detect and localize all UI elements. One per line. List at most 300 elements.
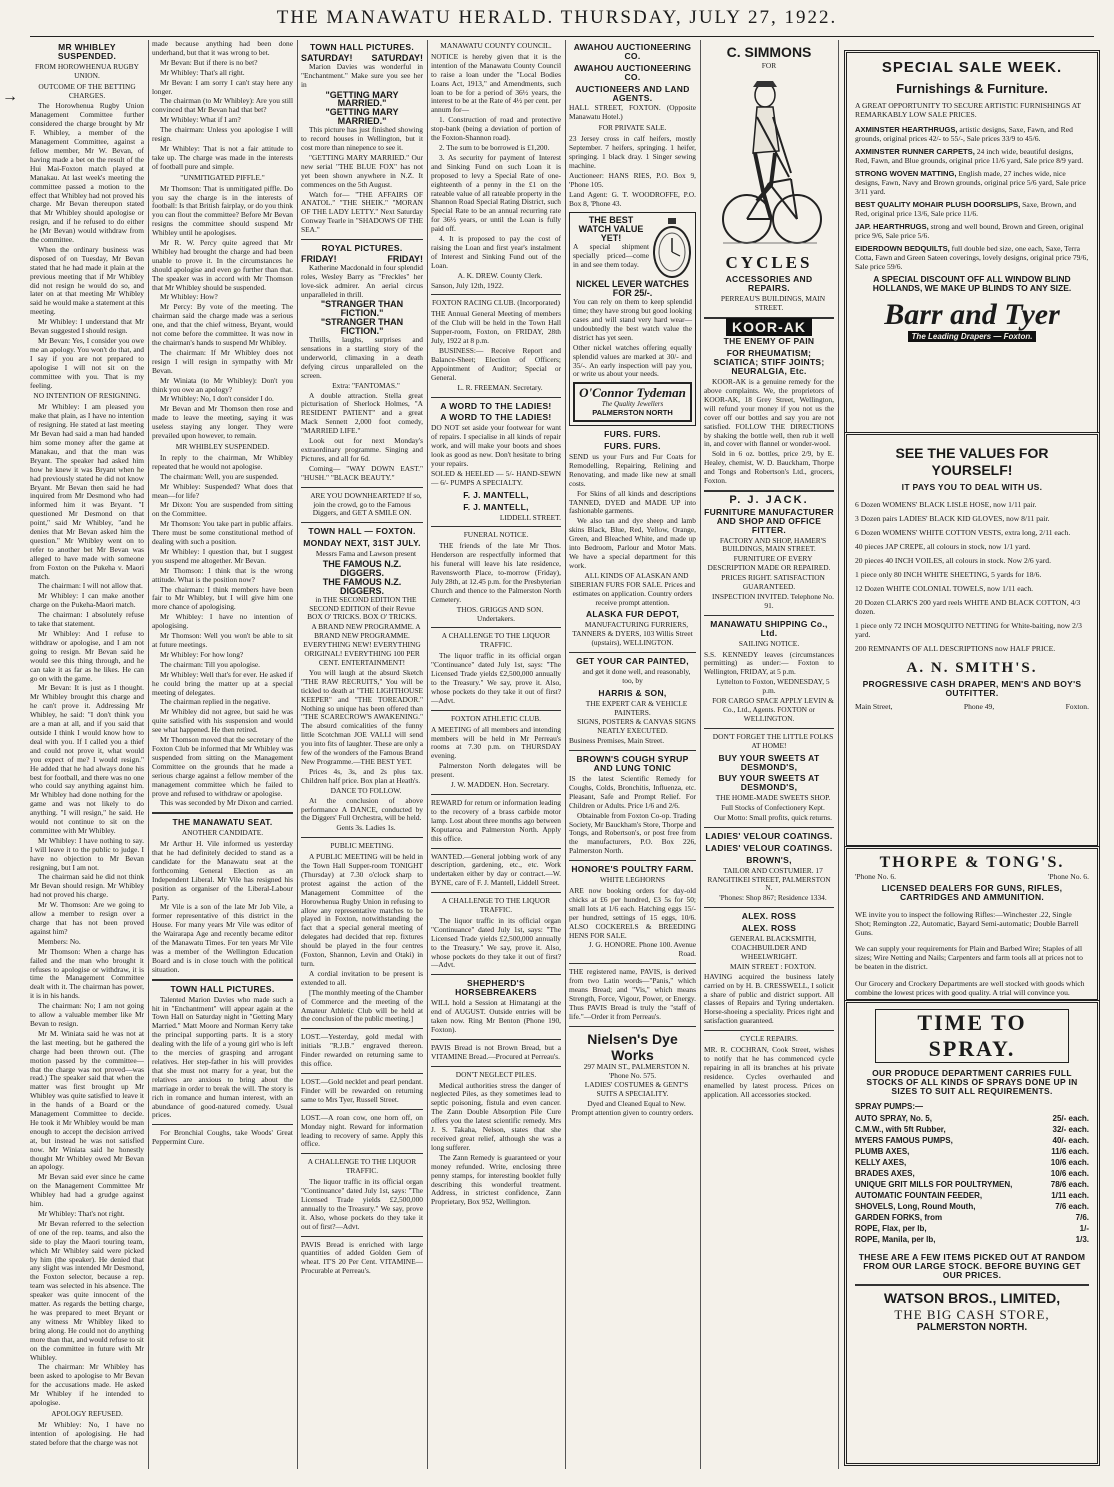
price-item: C.M.W., with 5ft Rubber, [855, 1125, 946, 1134]
ad-note: THESE ARE A FEW ITEMS PICKED OUT AT RANDOM FROM OUR LARGE STOCK. BEFORE BUYING GET OUR PRICES. [858, 1252, 1086, 1280]
address: PERREAU'S BUILDINGS, MAIN STREET. [720, 293, 826, 312]
headline: FURS. FURS. [604, 429, 661, 440]
paragraph: SOLED & HEELED — 5/- HAND-SEWN — 6/- PUMPS A SPECIALTY. [431, 468, 561, 487]
classified: THE registered name, PAVIS, is derived from two Latin words—"Panis," which means Bread; and "Vis," which means Strength, Force, Vigour, Power, or Energy. Thus PAVIS Bread is truly the "staff of life."—Order it from Perreau's. [569, 967, 696, 1021]
paragraph: ARE YOU DOWNHEARTED? If so, join the crowd, go to the Famous Diggers, and GET A SMILE ON. [310, 490, 422, 518]
subheading: A CHALLENGE TO THE LIQUOR TRAFFIC. [441, 631, 551, 650]
price-row [855, 1179, 1089, 1190]
paragraph: The chairman: I absolutely refuse to take that statement. [30, 610, 144, 629]
paragraph: S.S. KENNEDY leaves (circumstances permitting) as under:— Foxton to Wellington, FRIDAY, at 5 p.m. [704, 649, 834, 677]
subheading: FUNERAL NOTICE. [463, 530, 529, 540]
paragraph: PRICES RIGHT. SATISFACTION GUARANTEED. [721, 573, 825, 592]
price-value: 1/11 each. [1051, 1191, 1089, 1200]
divider [152, 979, 293, 981]
address: LIDDELL STREET. [499, 512, 561, 522]
headline: BROWN'S COUGH SYRUP AND LUNG TONIC [576, 754, 689, 774]
price-item: GARDEN FORKS, from [855, 1213, 943, 1222]
paragraph: Mr Thomson: You take part in public affairs. There must be some constitutional method of dealing with such a position. [152, 519, 293, 547]
cycles-title: CYCLES [725, 252, 813, 272]
paragraph: Mr R. W. Percy quite agreed that Mr Whibley had brought the charge and had been unable to prove it. In the circumstances he should apologise and even go further than that. The speaker was in accord with Mr Thomson that Mr Whibley should be suspended. [152, 238, 293, 292]
divider [301, 1109, 423, 1110]
paragraph: Mr Thomson: Well you won't be able to sit at future meetings. [152, 631, 293, 649]
paragraph: The chairman replied in the negative. [160, 697, 271, 707]
divider [301, 1236, 423, 1237]
subheading: APOLOGY REFUSED. [51, 1408, 123, 1418]
headline: SHEPHERD'S HORSEBREAKERS [455, 978, 537, 998]
paragraph: KOOR-AK is a genuine remedy for the above complaints. We, the proprietors of KOOR-AK, 18 Grey Street, Wellington, will refund your money if you not us the cover off our bottles and say you are not satisfied. FOLLOW THE DIRECTIONS by shaking the bottle well, then rub it well in, and cover with flannel or wonder-wool. [704, 377, 834, 449]
price-row [855, 1223, 1089, 1234]
divider [431, 892, 561, 893]
paragraph: Mr Whibley: I am pleased you make that plain, as I have no intention of resigning. He stated at last meeting Mr Bevan had said a man had handed him some money after the game at Manakau, and that the man was Bryant. The speaker had asked him how he knew it was Bryant when he had previously stated he did not know Bryant. Mr Bevan then said he had inquired from Mr Desmond who had informed him it was Bryant. "I questioned Mr Desmond on that point," said Mr Whibley, "and he denies that Mr Bevan asked him the question." Mr Whibley went on to refer to another bet Mr Bevan was alleged to have made with someone from Foxton on the Pukeha v. Maori match. [30, 402, 144, 581]
divider [301, 1153, 423, 1154]
address: HALL STREET, FOXTON. (Opposite Manawatu Hotel.) [569, 103, 696, 122]
paragraph: The chairman: Mr Whibley has been asked to apologise to Mr Bevan for the accusations made. He asked Mr Whibley if he intended to apologise. [30, 1362, 144, 1408]
oconnor-tydeman-logo [573, 382, 692, 422]
sale-item-name: EIDERDOWN BEDQUILTS, [855, 244, 950, 253]
price-value: 7/6 each. [1055, 1202, 1089, 1211]
paragraph: THE EXPERT CAR & VEHICLE PAINTERS. [585, 698, 688, 717]
subheading: DON'T NEGLECT PILES. [455, 1069, 537, 1079]
divider [431, 848, 561, 849]
sale-item [855, 222, 1089, 240]
paragraph: Mr Arthur H. Vile informed us yesterday that he had definitely decided to stand as a candidate for the Manawatu seat at the forthcoming General Election as an Independent Liberal. Mr Vile has resigned his position as organiser of the Liberal-Labour Party. [152, 839, 293, 902]
headline: ALEX. ROSS [741, 923, 797, 934]
paragraph: Members: No. [38, 936, 81, 946]
paragraph: A double attraction. Stella great picturisation of Sherlock Holmes, "A RESIDENT PATIENT" and a great Mack Sennett 2,000 foot comedy, "MARRIED LIFE." [301, 390, 423, 436]
headline: A WORD TO THE LADIES! [440, 412, 552, 423]
headline: LADIES' VELOUR COATINGS. [705, 830, 833, 841]
divider [704, 827, 834, 828]
paragraph: Mr Whibley: And I refuse to withdraw or apologise, and I am not going to resign. Mr Bevan said he would see this thing through, and he can take it as far as he likes. He can go on with the game. [30, 629, 144, 683]
headline: F. J. MANTELL, [463, 501, 529, 512]
headline: FOR RHEUMATISM; SCIATICA; STIFF JOINTS; NEURALGIA, Etc. [713, 348, 825, 377]
paragraph: Mr Thomson: I think that is the wrong attitude. What is the position now? [152, 565, 293, 584]
price-item: MYERS FAMOUS PUMPS, [855, 1136, 953, 1145]
paragraph: We also tan and dye sheep and lamb skins Black, Blue, Red, Yellow, Orange, Green, and Bleached White, and made up into Bedroom, Parlour and Motor Mats. We have a special department for this work. [569, 516, 696, 570]
paragraph: A GREAT OPPORTUNITY TO SECURE ARTISTIC FURNISHINGS AT REMARKABLY LOW SALE PRICES. [855, 101, 1081, 119]
act-title: THE FAMOUS N.Z. DIGGERS. [322, 559, 402, 578]
paragraph: The chairman (to Mr Whibley): Are you still convinced that Mr Bevan had that bet? [152, 96, 293, 115]
paragraph: INSPECTION INVITED. Telephone No. 91. [712, 592, 834, 610]
divider [301, 487, 423, 488]
divider [704, 1030, 834, 1031]
act-title: THE FAMOUS N.Z. DIGGERS. [322, 576, 402, 596]
price-item: ROPE, Manila, per lb, [855, 1235, 936, 1244]
ad-note: A SPECIAL DISCOUNT OFF ALL WINDOW BLIND HOLLANDS, WE MAKE UP BLINDS TO ANY SIZE. [872, 274, 1072, 293]
paragraph: 1. Construction of road and protective stop-bank (being a deviation of portion of the Foxton-Shannon road). [431, 115, 561, 143]
column-rule [838, 40, 839, 1469]
koorak-logo [704, 318, 834, 335]
divider [569, 963, 696, 964]
cyclist-illustration [713, 73, 825, 251]
ad-subheadline: IT PAYS YOU TO DEAL WITH US. [901, 482, 1043, 492]
headline: ROYAL PICTURES. [321, 243, 403, 254]
headline: THE ENEMY OF PAIN [723, 336, 815, 347]
ad-subheadline: LICENSED DEALERS FOR GUNS, RIFLES, CARTRIDGES AND AMMUNITION. [881, 883, 1063, 902]
simmons-title: C. SIMMONS [726, 44, 812, 60]
subheading: NO INTENTION OF RESIGNING. [33, 391, 141, 401]
price-row [855, 1124, 1089, 1135]
film-title: "GETTING MARY MARRIED." [325, 89, 399, 109]
headline: AUCTIONEERS AND LAND AGENTS. [575, 83, 690, 103]
paragraph: GENERAL BLACKSMITH, COACHBUILDER AND WHEELWRIGHT. [730, 934, 816, 961]
paragraph: Mr Whibley: That's all right. [160, 67, 245, 77]
koorak-wordmark: KOOR-AK [726, 318, 812, 336]
divider [301, 522, 423, 523]
paragraph: Mr Bevan and Mr Thomson then rose and made to leave the meeting, saying it was useless staying any longer. They were prevailed upon however, to remain. [152, 404, 293, 441]
paragraph: Mr Whibley: I can make another charge on the Pukeha-Maori match. [30, 591, 144, 610]
address: 297 MAIN ST., PALMERSTON N. 'Phone No. 575. [583, 1061, 690, 1080]
sale-item-detail: artistic designs, Saxe, Fawn, and Red grounds, original prices 42/- to 55/-, Sale prices 33/9 to 45/6. [855, 125, 1073, 143]
divider [704, 615, 834, 616]
paragraph: 'Phones: Shop 867; Residence 1334. [719, 893, 827, 903]
column-rule [565, 40, 566, 1469]
paragraph: BUSINESS:— Receive Report and Balance-Sheet; Election of Officers; Appointment of Auditor; Special or General. [431, 346, 561, 382]
headline: A WORD TO THE LADIES! [440, 400, 552, 411]
sale-item [855, 125, 1089, 143]
column-2 [152, 40, 293, 1469]
paragraph: Katherine Macdonald in four splendid roles, Wesley Barry as "Freckles" her love-sick admirer. An aerial circus unparalleled in thrill. [301, 262, 423, 299]
price-item: AUTOMATIC FOUNTAIN FEEDER, [855, 1191, 983, 1200]
price-value: 1/3. [1075, 1235, 1089, 1244]
value-item: 3 Dozen pairs LADIES' BLACK KID GLOVES, now 8/11 pair. [855, 514, 1050, 523]
paragraph: Mr Vile is a son of the late Mr Job Vile, a former representative of this district in the House. For many years Mr Vile was editor of the Wairarapa Age and recently became editor of the Manawatu Times. For ten years Mr Vile was a member of the Wellington Education Board and is in close touch with the political situation. [152, 902, 293, 974]
headline: LADIES' VELOUR COATINGS. [705, 842, 833, 853]
ad-day: SATURDAY! [371, 52, 423, 63]
paragraph: The Horowhenua Rugby Union Management Committee further considered the charge brought by Mr F. Whibley, a member of the Management Committee, against a fellow member, Mr W. Bevan, of having made a bet on the result of the Hui Mai-Foxton match played at Manakau. At last week's meeting the committee passed a motion to the effect that Whibley had not proved his charge. Mr Bevan thereupon stated that Mr Whibley should apologise or resign, and if he refused to do either he (Mr Bevan) would withdraw from the committee. [30, 101, 144, 245]
dateline: Sanson, July 12th, 1922. [431, 280, 504, 290]
paragraph: Mr Whibley: That is not a fair attitude to take up. The charge was made in the interests of football pure and simple. [152, 143, 293, 171]
address-town: Foxton. [1065, 702, 1089, 711]
phone-right: 'Phone No. 6. [1047, 872, 1089, 881]
headline: BUY YOUR SWEETS AT DESMOND'S, [718, 752, 820, 772]
price-item: AUTO SPRAY, No. 5, [855, 1114, 932, 1123]
value-item: 12 Dozen WHITE COLONIAL TOWELS, now 1/11 each. [855, 584, 1034, 593]
value-item-list [855, 500, 1089, 653]
paragraph: Mr Whibley: How? [160, 292, 218, 302]
paragraph: 3. As security for payment of Interest and Sinking Fund on such Loan it is proposed to levy a Special Rate of one-eighteenth of a penny in the £1 on the rateable value of all rateable property in the Shannon Road Special Rating District, such Special Rate to be an annual recurring rate for 36½ years, or until the Loan is fully paid off. [431, 152, 561, 234]
paragraph: Extra: "FANTOMAS." [332, 380, 400, 390]
sale-item [855, 147, 1089, 165]
ad-headline: WATSON BROS., LIMITED, [883, 1290, 1061, 1306]
paragraph: 23 Jersey cross in calf heifers, mostly September. 7 heifers, springing. 1 heifer, springing. 1 black dray. 1 Singer sewing machine. [569, 134, 696, 170]
paragraph: SEND us your Furs and Fur Coats for Remodelling, Repairing, Relining and Renovating, and made like new at small costs. [569, 452, 696, 488]
paragraph: FOR CARGO SPACE APPLY LEVIN & Co., Ltd., Agents. FOXTON or WELLINGTON. [712, 696, 834, 723]
divider [855, 1284, 1089, 1286]
price-item: SHOVELS, Long, Round Mouth, [855, 1202, 976, 1211]
sale-item [855, 244, 1089, 271]
sale-item-name: AXMINSTER HEARTHRUGS, [855, 125, 958, 134]
subheading: CYCLE REPAIRS. [740, 1034, 798, 1044]
divider [704, 490, 834, 492]
divider [152, 812, 293, 814]
paragraph: The Zann Remedy is guaranteed or your money refunded. Write, enclosing three penny stamps, for interesting booklet fully describing this wonderful treatment. Address, in strictest confidence, Zann Proprietary, Box 952, Wellington. [431, 1152, 561, 1207]
barr-tyer-sale-advert [844, 50, 1100, 436]
divider [301, 837, 423, 838]
scan-arrow-icon: → [2, 88, 18, 105]
paragraph: Mr Thomson moved that the secretary of the Foxton Club be informed that Mr Whibley was suspended from sitting on the Management Committee on the grounds that he made a serious charge against a fellow member of the management committee which he failed to prove and refused to withdraw or apologise. [152, 735, 293, 798]
column-5 [569, 40, 696, 1469]
ad-day: FRIDAY! [301, 253, 337, 264]
paragraph: Mr Dixon: You are suspended from sitting on the Committee. [152, 500, 293, 519]
divider [152, 1124, 293, 1125]
paragraph: In reply to the chairman, Mr Whibley repeated that he would not apologise. [152, 452, 293, 471]
sale-item-detail: Saxe, Brown, and Red, original price 13/6, Sale price 11/6. [855, 200, 1077, 218]
paragraph: The chairman: If Mr Whibley does not resign I will resign in sympathy with Mr Bevan. [152, 347, 293, 375]
price-item: BRADES AXES, [855, 1169, 915, 1178]
paragraph: The chairman: Till you apologise. [160, 659, 260, 669]
paragraph: Palmerston North delegates will be present. [431, 761, 561, 780]
divider [431, 1066, 561, 1067]
price-value: 25/- each. [1052, 1114, 1089, 1123]
headline: ALASKA FUR DEPOT, [585, 609, 680, 620]
paragraph: At the conclusion of above performance A DANCE, conducted by the Diggers' Full Orchestra, will be held. [301, 795, 423, 823]
value-item: 20 Dozen CLARK'S 200 yard reels WHITE AND BLACK COTTON, 4/3 dozen. [855, 598, 1081, 616]
paragraph: The chairman: No; I am not going to allow a valuable member like Mr Bevan to resign. [30, 1001, 144, 1028]
price-item: PLUMB AXES, [855, 1147, 910, 1156]
price-row [855, 1157, 1089, 1168]
headline: MONDAY NEXT, 31ST JULY. [303, 538, 421, 549]
sale-item-detail: full double bed size, one each, Saxe, Terra Cotta, Fawn and Green Sateen coverings, lovely designs, original price 79/6, Sale price 59/6. [855, 244, 1089, 271]
divider [704, 728, 834, 729]
paragraph: LADIES' COSTUMES & GENT'S SUITS A SPECIALITY. [584, 1080, 689, 1099]
barr-tyer-tagline: The Leading Drapers — Foxton. [908, 331, 1037, 342]
classified: PAVIS Bread is not Brown Bread, but a VITAMINE Bread.—Procured at Perreau's. [431, 1042, 561, 1061]
paragraph: A MEETING of all members and intending members will be held in Mr Perreau's rooms at 7.30 p.m. on THURSDAY evening. [431, 724, 561, 761]
headline: GET YOUR CAR PAINTED, [576, 656, 689, 667]
ad-headline: SEE THE VALUES FOR YOURSELF! [895, 445, 1049, 478]
paragraph: Talented Marion Davies who made such a hit in "Enchantment" will appear again at the Town Hall on Saturday night in "Getting Mary Married." Matt Moore and Norman Kerry take the principal supporting parts. It is a story dealing with the life of a young girl who is left to the mercies of grasping and arrogant relatives. Her step-father in his will provides that she must not marry for a year, but the relatives are anxious to bring about the marriage in order to break the will. The story is rich in romance and human interest, with an abundance of good-natured comedy. Usual prices. [152, 994, 293, 1120]
paragraph: You can rely on them to keep splendid time; they have strong but good looking cases and will stand very hard wear—undoubtedly the best watch value the district has yet seen. [573, 297, 692, 342]
paragraph: Our Grocery and Crockery Departments are well stocked with goods which combine the lowest prices with good quality. A trial will convince you. [855, 978, 1085, 997]
column-4 [431, 40, 561, 1469]
paragraph: Obtainable from Foxton Co-op. Trading Society, Mr Bauckham's Store, Thorpe and Tongs, and Robertson's, or post free from the manufacturers, P.O. Box 226, Palmerston North. [569, 810, 696, 856]
ad-headline: P. J. JACK. [729, 493, 809, 506]
divider [704, 907, 834, 908]
paragraph: DANCE TO FOLLOW. [330, 785, 402, 795]
pocket-watch-icon [652, 216, 692, 280]
sale-item [855, 169, 1089, 196]
paragraph: Medical authorities stress the danger of neglected Piles, as they sometimes lead to septic poisoning, fistula and even cancer. The Zann Double Absorption Pile Cure offers you the latest scientific remedy. Mrs J. S. Takaha, Nelson, states that she received great relief, although she was a long sufferer. [431, 1080, 561, 1152]
masthead-rule [30, 36, 1094, 37]
paragraph: Mr W. Thomson: Are we going to allow a member to resign over a charge that has not been proved against him? [30, 900, 144, 936]
column-6 [704, 40, 834, 1469]
paragraph: in THE SECOND EDITION THE SECOND EDITION of their Revue BOX O' TRICKS. BOX O' TRICKS. [307, 594, 417, 622]
value-item: 40 pieces JAP CREPE, all colours in stock, now 1/1 yard. [855, 542, 1031, 551]
paragraph: A special shipment specially priced—come in and see them today. [573, 242, 649, 269]
price-value: 1/- [1079, 1224, 1089, 1233]
headline: FURS. FURS. [604, 441, 661, 452]
paragraph: This was seconded by Mr Dixon and carried. [160, 798, 293, 808]
subheading: A CHALLENGE TO THE LIQUOR TRAFFIC. [307, 1157, 417, 1176]
paragraph: Coming— "WAY DOWN EAST." "HUSH." "BLACK BEAUTY." [301, 463, 423, 482]
subheading: FOR PRIVATE SALE. [598, 123, 667, 133]
paragraph: THE Annual General Meeting of members of the Club will be held in the Town Hall Supper-room, Foxton, on FRIDAY, 28th July, 1922 at 8 p.m. [431, 309, 561, 346]
value-item: 200 REMNANTS OF ALL DESCRIPTIONS now HALF PRICE. [855, 644, 1056, 653]
headline: BUY YOUR SWEETS AT DESMOND'S, [718, 773, 820, 793]
subheading: OUTCOME OF THE BETTING CHARGES. [38, 81, 136, 100]
paragraph: Mr Bevan: I am sorry I can't stay here any longer. [152, 77, 293, 96]
address-line [855, 702, 1089, 711]
ad-subheadline: THE BIG CASH STORE, [894, 1307, 1050, 1322]
paragraph: The chairman: Unless you apologise I will resign. [152, 125, 293, 144]
ad-subheadline: PROGRESSIVE CASH DRAPER, MEN'S AND BOY'S OUTFITTER. [862, 679, 1082, 698]
paragraph: Mr Percy: By vote of the meeting. The chairman said the charge made was a serious one, and that the chief witness, Bryant, would not come before the committee. It was now in the chairman's hands to suspend Mr Whibley. [152, 302, 293, 347]
paragraph: and get it done well, and reasonably, too, by [582, 666, 691, 685]
column-rule [700, 40, 701, 1469]
price-row [855, 1168, 1089, 1179]
paragraph: For Skins of all kinds and descriptions TANNED, DYED and MADE UP into fashionable garments. [569, 488, 696, 516]
masthead: THE MANAWATU HERALD. THURSDAY, JULY 27, 1922. [276, 7, 838, 28]
column-rule [297, 40, 298, 1469]
sale-item-detail: English made, 27 inches wide, nice designs, Fawn, Navy and Brown grounds, original price 5/6 yard, Sale price 3/11 yard. [855, 169, 1086, 196]
paragraph: Prices 4s, 3s, and 2s plus tax. Children half price. Box plan at Heath's. [301, 766, 423, 785]
sale-item-list [855, 125, 1089, 271]
classified: REWARD for return or information leading to the recovery of a brass carbide motor lamp. Lost about three months ago between Koputaroa and Palmerston North. Apply this office. [431, 797, 561, 843]
divider [431, 526, 561, 527]
paragraph: Mr Thomson: When a charge has failed and the man who brought it refuses to apologise or withdraw, it is time the Management Committee dealt with it. The chairman has power, it is in his hands. [30, 946, 144, 1001]
divider [301, 1028, 423, 1029]
paragraph: THE friends of the late Mr Thos. Henderson are respectfully informed that his funeral will leave his late residence, Ravensworth Place, to-morrow (Friday), July 28th, at 12.45 p.m. for the Presbyterian Church and thence to the Palmerston North Cemetery. [431, 541, 561, 604]
price-value: 7/6. [1075, 1213, 1089, 1222]
ad-town: PALMERSTON NORTH. [916, 1322, 1028, 1333]
paragraph: Mr Whibley: I have no intention of apologising. [152, 612, 293, 631]
barr-tyer-wordmark: Barr and Tyer [884, 298, 1060, 331]
paragraph: Mr Winiata (to Mr Whibley): Don't you think you owe an apology? [152, 375, 293, 394]
subheading: ANOTHER CANDIDATE. [181, 828, 264, 838]
address: TAILOR AND COSTUMIER. 17 RANGITIKEI STREET, PALMERSTON N. [707, 865, 831, 893]
paragraph: The chairman: I think members have been fair to Mr Whibley, but I will give him one more chance of apologising. [152, 584, 293, 612]
paragraph: IS the latest Scientific Remedy for Coughs, Colds, Bronchitis, Influenza, etc. Pleasant, Safe and Prompt Relief. For Children or Adults. Price 1/6 and 2/6. [569, 774, 696, 810]
classified: PAVIS Bread is enriched with large quantities of added Golden Gem of wheat. IT'S 20 Per Cent. VITAMINE—Procurable at Perreau's. [301, 1239, 423, 1276]
divider [569, 652, 696, 653]
paragraph: WE invite you to inspect the following Rifles:—Winchester .22, Single Shot; Remington .22, Automatic, Bayard Semi-automatic; Double Barrell Guns. [855, 909, 1079, 937]
paragraph: "GETTING MARY MARRIED." Our new serial "THE BLUE FOX" has not yet been shown anywhere in N.Z. It commences on the 5th August. [301, 152, 423, 189]
paragraph: Mr Bevan referred to the selection of one of the rep. teams, and also the side to play the Maori touring team, which Mr Whibley said were picked by him (the speaker). He denied that any slight was intended Mr Desmond, the Foxton selector, because a rep. team was selected in his absence. The speaker was quite innocent of the matter. As regards the betting charge, he was prepared to meet Bryant or any witness Mr Whibley liked to bring along. He could not do anything more than that, and would refuse to sit on the committee in future with Mr Whibley. [30, 1218, 144, 1362]
subheading: FOXTON ATHLETIC CLUB. [451, 713, 541, 723]
paragraph: FURNITURE OF EVERY DESCRIPTION MADE OR REPAIRED. [707, 554, 831, 573]
paragraph: Mr Whibley: For how long? [160, 649, 244, 659]
divider [431, 974, 561, 975]
paragraph: [The monthly meeting of the Chamber of Commerce and the meeting of the Amateur Athletic Club will be held at the conclusion of the public meeting.] [301, 987, 423, 1024]
subheading: FOXTON RACING CLUB. (Incorporated) [432, 298, 560, 308]
headline: TOWN HALL — FOXTON. [308, 526, 416, 537]
headline: ACCESSORIES AND REPAIRS. [725, 273, 813, 293]
sale-item-name: BEST QUALITY MOHAIR PLUSH DOORSLIPS, [855, 200, 1021, 209]
price-row [855, 1234, 1089, 1245]
column-3 [301, 40, 423, 1469]
price-row [855, 1146, 1089, 1157]
signature: L. R. FREEMAN. Secretary. [457, 382, 543, 392]
headline: F. J. MANTELL, [463, 489, 529, 500]
ad-headline: NICKEL LEVER WATCHES FOR 25/-. [576, 279, 689, 299]
paragraph: A BRAND NEW PROGRAMME. A BRAND NEW PROGRAMME. EVERYTHING NEW! EVERYTHING ORIGINAL! EVERYTHING 100 PER CENT. ENTERTAINMENT! [303, 622, 421, 667]
sale-item-detail: 24 inch wide, beautiful designs, Red, Fawn, and Blue grounds, original price 11/6 yard, Sale price 8/9 yard. [855, 147, 1084, 165]
divider [301, 239, 423, 240]
pumps-heading: SPRAY PUMPS:— [855, 1102, 924, 1111]
paragraph: Mr Whibley: Suspended? What does that mean—for life? [152, 481, 293, 500]
watch-advert [569, 212, 696, 426]
headline: HARRIS & SON, [598, 687, 667, 698]
sale-item-name: JAP. HEARTHRUGS, [855, 222, 929, 231]
phone-line [855, 872, 1089, 881]
ad-headline: THORPE & TONG'S. [879, 854, 1065, 871]
divider [431, 1039, 561, 1040]
paragraph: A PUBLIC MEETING will be held in the Town Hall Supper-room TONIGHT (Thursday) at 7.30 o'clock sharp to protest against the action of the Management Committee of the Horowhenua Rugby Union in refusing to allow any representative matches to be played in Foxton, notwithstanding the fact that a special general meeting of delegates had decided that rep. fixtures should be played in the four centres (Foxton, Shannon, Levin and Otaki) in turn. [301, 852, 423, 968]
value-item: 6 Dozen WOMENS' BLACK LISLE HOSE, now 1/11 pair. [855, 500, 1037, 509]
subheading: FOR [761, 61, 777, 70]
value-item: 6 Dozen WOMENS' WHITE COTTON VESTS, extra long, 2/11 each. [855, 528, 1071, 537]
column-1 [30, 40, 144, 1469]
paragraph: 4. It is proposed to pay the cost of raising the Loan and first year's instalment of Interest and Sinking Fund out of the Loan. [431, 234, 561, 270]
paragraph: A cordial invitation to be present is extended to all. [301, 968, 423, 987]
film-title: "GETTING MARY MARRIED." [325, 107, 399, 127]
divider [431, 627, 561, 628]
an-smith-advert [844, 432, 1100, 848]
signature: A. K. DREW. County Clerk. [457, 270, 543, 280]
classified: LOST.—Yesterday, gold medal with initials "R.J.B." engraved thereon. Finder rewarded on returning same to this office. [301, 1032, 423, 1069]
film-title: "STRANGER THAN FICTION." [320, 299, 404, 319]
subheading: MANAWATU COUNTY COUNCIL. [440, 41, 552, 50]
price-list [855, 1113, 1089, 1245]
headline: MR WHIBLEY SUSPENDED. [57, 42, 117, 61]
paragraph: For Bronchial Coughs, take Woods' Great Peppermint Cure. [152, 1128, 293, 1147]
signature: J. G. HONORE. Phone 100. Avenue Road. [588, 940, 696, 959]
subheading: FROM HOROWHENUA RUGBY UNION. [35, 61, 139, 80]
phone-left: 'Phone No. 6. [855, 872, 897, 881]
paragraph: Mr Whibley: I have nothing to say. I will leave it to the public to judge. I have no objection to Mr Bevan resigning, but I am not. [30, 835, 144, 872]
thorpe-tongs-advert [844, 846, 1100, 1002]
paragraph: Full Stocks of Confectionery Kept. [721, 803, 825, 813]
paragraph: The liquor traffic in its official organ "Continuance" dated July 1st, says: "The Licensed Trade yields £2,500,000 annually to the Treasury." We say, prove it. Also, whose pockets do they take it out of first?—Advt. [301, 1177, 423, 1231]
price-row [855, 1201, 1089, 1212]
paragraph: Watch for— "THE AFFAIRS OF ANATOL." "THE SHEIK." "MORAN OF THE LADY LETTY." Next Saturday Conway Tearle in "SHADOWS OF THE SEA." [301, 189, 423, 235]
subheading: A CHALLENGE TO THE LIQUOR TRAFFIC. [441, 896, 551, 915]
price-value: 32/- each. [1052, 1125, 1089, 1134]
subheading: WHITE LEGHORNS [599, 875, 666, 885]
signature: J. W. MADDEN. Hon. Secretary. [450, 780, 550, 790]
paragraph: made because anything had been done underhand, but that it was wrong to bet. [152, 40, 293, 57]
headline: HONORE'S POULTRY FARM. [571, 864, 694, 875]
paragraph: Our Motto: Small profits, quick returns. [713, 813, 833, 823]
subheading: "UNMITIGATED PIFFLE." [180, 172, 265, 182]
column-rule [427, 40, 428, 1469]
sale-item-detail: strong and well bound, Brown and Green, original price 9/6, Sale price 5/6. [855, 222, 1084, 240]
headline: MANAWATU SHIPPING Co., Ltd. [710, 618, 828, 638]
ad-headline: THE BEST WATCH VALUE YET! [578, 215, 644, 244]
logo-text: O'Connor Tydeman [579, 385, 686, 401]
paragraph: Mr Whibley: Well that's for ever. He asked if he could bring the matter up at a special meeting of delegates. [152, 669, 293, 697]
paragraph: Mr Bevan: It is just as I thought. Mr Whibley brought this charge and he can't prove it. Addressing Mr Whibley, he said: "I don't think you are a man at all, and if you said that outside I think I would know how to deal with you. If I called you a thief and could not prove it, what would you expect of me? I would resign." He added that he had always done his best for football, and there was no one who could say anything against him. Mr Whibley had done nothing for the game and was not likely to do anything. "I will resign," he said. He would not continue to sit on the committee with Mr Whibley. [30, 683, 144, 835]
paragraph: Mr Bevan said ever since he came on the Management Committee Mr Whibley had had a grudge against him. [30, 1172, 144, 1209]
paragraph: Sold in 6 oz. bottles, price 2/9, by E. Healey, chemist, W. D. Bauckham, Thorpe and Tongs and Robertson's Ltd., grocers, Foxton. [704, 449, 834, 486]
paragraph: 2. The sum to be borrowed is £1,200. [439, 142, 550, 152]
paragraph: We can supply your requirements for Plain and Barbed Wire; Staples of all sizes; Wire Netting and Nails; Carpenters and farm tools all at prices not to be beaten in the district. [855, 944, 1083, 972]
paragraph: When the ordinary business was disposed of on Tuesday, Mr Bevan stated that he had made it plain at the previous meeting that if Mr Whibley did not resign he would do so, and later on at that meeting Mr Whibley said he would make a statement at this meeting. [30, 244, 144, 317]
price-item: UNIQUE GRIT MILLS FOR POULTRYMEN, [855, 1180, 1013, 1189]
paragraph: MR. R. COCHRAN, Cook Street, wishes to notify that he has commenced cycle repairing in all its branches at his private residence. Cycles overhauled and enamelled by latest process. Prices on application. All accessories stocked. [704, 1045, 834, 1099]
value-item: 1 piece only 80 INCH WHITE SHEETING, 5 yards for 18/6. [855, 570, 1042, 579]
headline: ALEX. ROSS [741, 911, 797, 922]
price-row [855, 1190, 1089, 1201]
ad-subheadline: OUR PRODUCE DEPARTMENT CARRIES FULL STOCKS OF ALL KINDS OF SPRAYS DONE UP IN SIZES TO SUIT ALL REQUIREMENTS. [866, 1068, 1078, 1096]
address: MAIN STREET : FOXTON. [730, 961, 816, 971]
classified: LOST.—A roan cow, one horn off, on Monday night. Reward for information leading to recovery of same. Apply this office. [301, 1112, 423, 1149]
paragraph: ALL KINDS OF ALASKAN AND SIBERIAN FURS FOR SALE. Prices and estimates on application. Country orders receive prompt attention. [569, 570, 696, 607]
paragraph: Mr M. Winiata said he was not at the last meeting, but he gathered the charge had been thrown out. (The motion passed by the committee—that the charge was not proved—was read.) The speaker said that when the matter was first brought up Mr Whibley was quite satisfied to leave it in the hands of a Board or the Management Committee to decide. He took it Mr Whibley would be man enough to accept the decision arrived at, but instead he was not satisfied now. Mr Winiata said he honestly thought Mr Whibley owed Mr Bevan an apology. [30, 1028, 144, 1172]
column-rule [148, 40, 149, 1469]
price-item: KELLY AXES, [855, 1158, 907, 1167]
